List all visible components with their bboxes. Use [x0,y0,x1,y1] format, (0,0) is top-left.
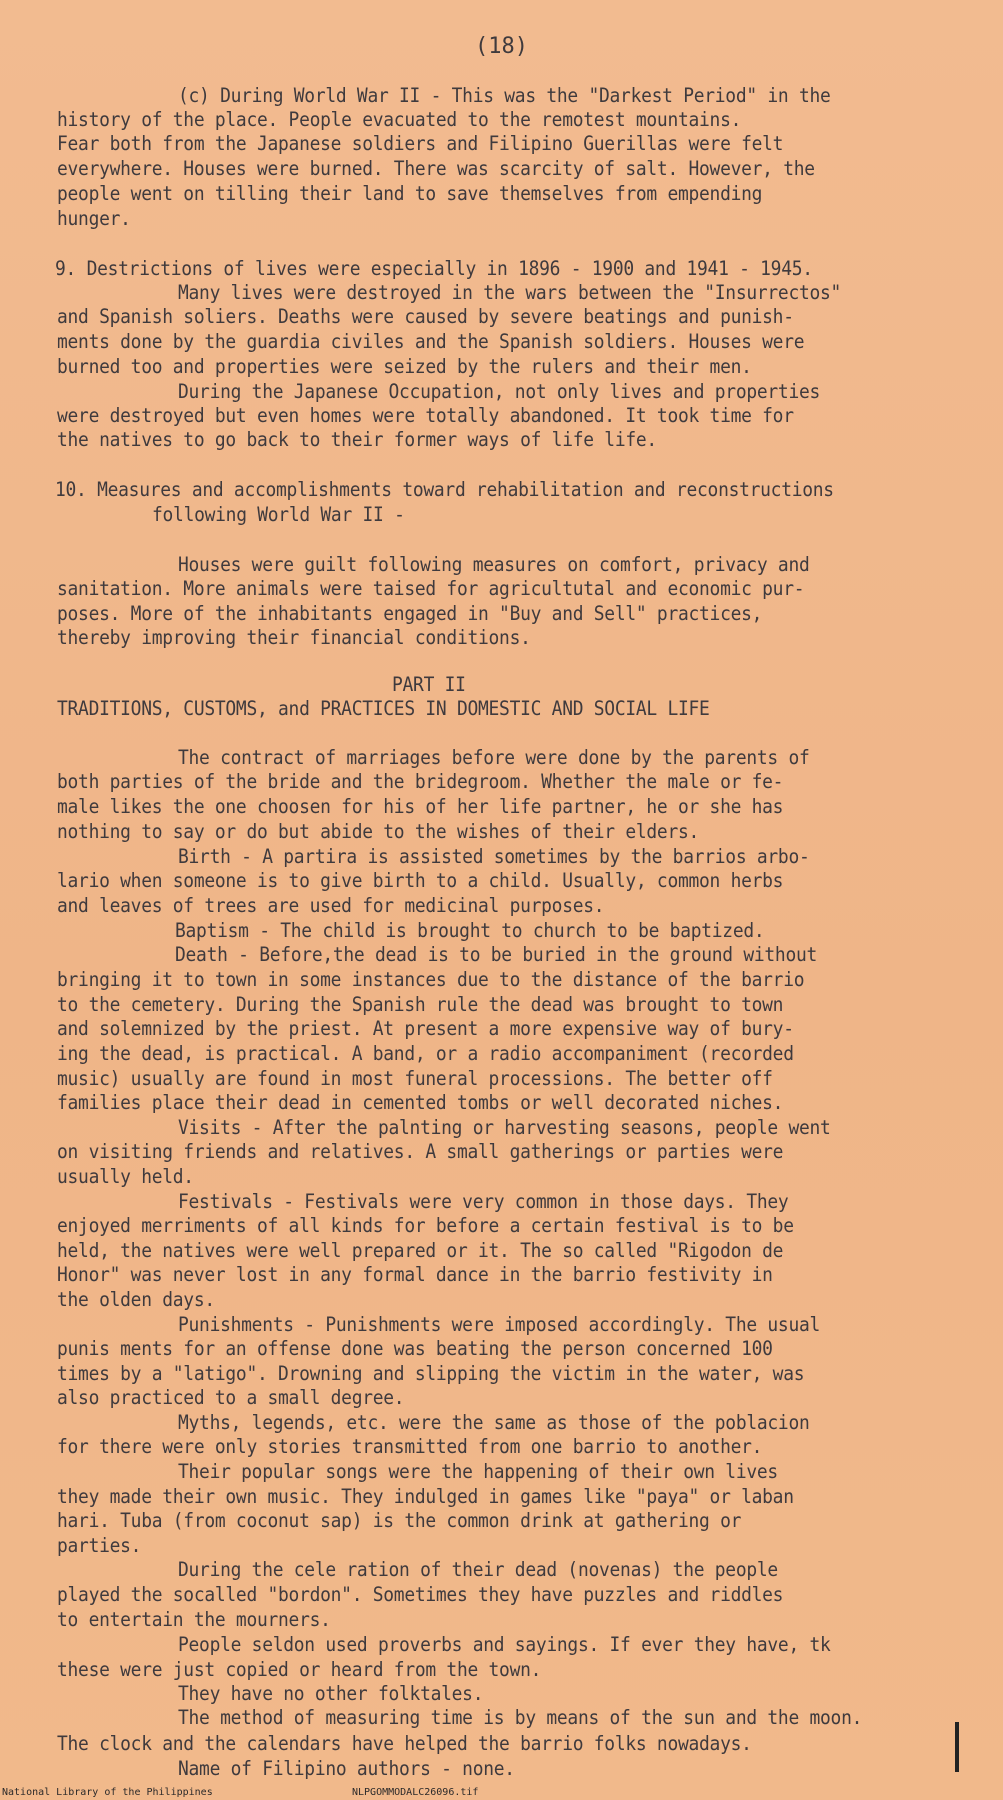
text-line: to the cemetery. During the Spanish rule the dead was brought to town [57,993,784,1016]
text-line: parties. [57,1534,142,1557]
text-line: the natives to go back to their former ways of life life. [57,428,657,451]
text-line: enjoyed merriments of all kinds for before a certain festival is to be [57,1214,794,1237]
text-line: During the cele ration of their dead (novenas) the people [178,1558,778,1581]
text-line: were destroyed but even homes were totally abandoned. It took time for [57,404,794,427]
text-line: male likes the one choosen for his of her life partner, he or she has [57,795,784,818]
text-line: nothing to say or do but abide to the wishes of their elders. [57,820,700,843]
text-line: music) usually are found in most funeral processions. The better off [57,1067,773,1090]
text-line: and leaves of trees are used for medicinal purposes. [57,894,605,917]
text-line: on visiting friends and relatives. A small gatherings or parties were [57,1140,784,1163]
text-line: and solemnized by the priest. At present a more expensive way of bury- [57,1017,794,1040]
text-line: both parties of the bride and the bridegroom. Whether the male or fe- [57,770,784,793]
text-line: families place their dead in cemented tombs or well decorated niches. [57,1091,784,1114]
text-line: Birth - A partira is assisted sometimes by the barrios arbo- [178,845,810,868]
text-line: burned too and properties were seized by the rulers and their men. [57,355,752,378]
text-line: They have no other folktales. [178,1682,484,1705]
text-line: the olden days. [57,1288,215,1311]
margin-mark [955,1722,959,1772]
text-line: lario when someone is to give birth to a child. Usually, common herbs [57,869,784,892]
text-line: sanitation. More animals were taised for agricultutal and economic pur- [57,577,805,600]
text-line: The clock and the calendars have helped the barrio folks nowadays. [57,1732,752,1755]
text-line: Fear both from the Japanese soldiers and Filipino Guerillas were felt [57,132,784,155]
text-line: Their popular songs were the happening of their own lives [178,1460,778,1483]
text-line: times by a "latigo". Drowning and slipping the victim in the water, was [57,1362,805,1385]
text-line: and Spanish soliers. Deaths were caused by severe beatings and punish- [57,305,794,328]
text-line: for there were only stories transmitted from one barrio to another. [57,1435,763,1458]
text-line: During the Japanese Occupation, not only lives and properties [178,380,821,403]
section-heading: TRADITIONS, CUSTOMS, and PRACTICES IN DOMESTIC AND SOCIAL LIFE [57,697,710,720]
text-line: The method of measuring time is by means of the sun and the moon. [178,1706,863,1729]
text-line: history of the place. People evacuated to the remotest mountains. [57,108,742,131]
text-line: held, the natives were well prepared or it. The so called "Rigodon de [57,1239,784,1262]
text-line: hunger. [57,207,131,230]
text-line: 9. Destrictions of lives were especially in 1896 - 1900 and 1941 - 1945. [55,257,813,280]
text-line: thereby improving their financial conditions. [57,626,531,649]
text-line: Name of Filipino authors - none. [178,1757,515,1780]
page-number: (18) [475,34,528,59]
text-line: everywhere. Houses were burned. There was scarcity of salt. However, the [57,157,815,180]
text-line: punis ments for an offense done was beating the person concerned 100 [57,1337,773,1360]
text-line: poses. More of the inhabitants engaged in "Buy and Sell" practices, [57,602,763,625]
text-line: 10. Measures and accomplishments toward rehabilitation and reconstructions [55,478,834,501]
text-line: Visits - After the palnting or harvesting seasons, people went [178,1116,831,1139]
text-line: Honor" was never lost in any formal dance in the barrio festivity in [57,1263,773,1286]
text-line: Festivals - Festivals were very common in those days. They [178,1190,789,1213]
text-line: hari. Tuba (from coconut sap) is the common drink at gathering or [57,1509,742,1532]
footer-filename: NLPGOMMODALC26096.tif [352,1787,479,1798]
text-line: Houses were guilt following measures on comfort, privacy and [178,553,810,576]
text-line: The contract of marriages before were done by the parents of [178,746,810,769]
text-line: (c) During World War II - This was the "Darkest Period" in the [178,84,831,107]
text-line: Many lives were destroyed in the wars between the "Insurrectos" [178,281,842,304]
text-line: played the socalled "bordon". Sometimes they have puzzles and riddles [57,1583,784,1606]
text-line: to entertain the mourners. [57,1608,331,1631]
text-line: ing the dead, is practical. A band, or a radio accompaniment (recorded [57,1042,794,1065]
text-line: Punishments - Punishments were imposed accordingly. The usual [178,1313,821,1336]
text-line: People seldon used proverbs and sayings. If ever they have, tk [178,1633,831,1656]
text-line: people went on tilling their land to save themselves from empending [57,182,763,205]
text-line: usually held. [57,1165,194,1188]
text-line: following World War II - [152,503,405,526]
text-line: Myths, legends, etc. were the same as those of the poblacion [178,1411,810,1434]
text-line: bringing it to town in some instances due to the distance of the barrio [57,968,805,991]
text-line: these were just copied or heard from the town. [57,1658,542,1681]
part-heading: PART II [392,673,466,696]
text-line: Baptism - The child is brought to church to be baptized. [175,919,765,942]
footer-source: National Library of the Philippines [2,1787,213,1798]
text-line: Death - Before,the dead is to be buried in the ground without [175,943,818,966]
text-line: also practiced to a small degree. [57,1386,405,1409]
text-line: ments done by the guardia civiles and the Spanish soldiers. Houses were [57,330,805,353]
text-line: they made their own music. They indulged in games like "paya" or laban [57,1485,794,1508]
